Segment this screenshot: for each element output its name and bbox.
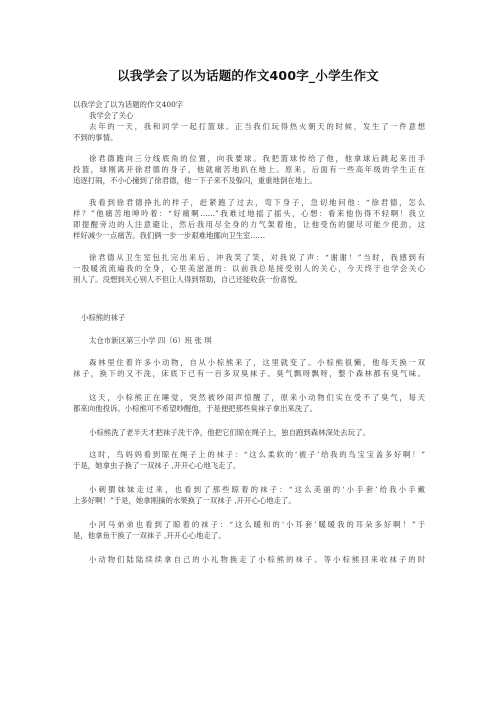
paragraph-line: 即提醒旁边的人注意避让，然后我用尽全身的力气架着他，让他受伤的腿尽可能少使劲，这 xyxy=(73,220,425,229)
paragraph-line: 小动物们陆陆续续拿自己的小礼物换走了小棕熊的袜子。等小棕熊回来收袜子的时 xyxy=(89,555,425,564)
paragraph-line: 去年的一天，我和同学一起打篮球。正当我们玩得热火朝天的时候，发生了一件意想 xyxy=(89,122,425,131)
paragraph-line: 样？”他痛苦地呻吟着：“好痛啊……”我难过地摇了摇头，心想：看来他伤得不轻啊！我立 xyxy=(73,209,425,218)
paragraph-line: 追逐打闹，不小心撞到了徐君德，他一下子来不及躲闪，重重地倒在地上。 xyxy=(73,176,317,185)
paragraph-line: 别人了。没想到关心别人不但让人得到帮助，自己还能收获一份喜悦。 xyxy=(73,275,303,284)
paragraph-line: 样好减少一点痛苦。我们俩一步一步艰难地挪向卫生室…… xyxy=(73,231,266,240)
paragraph-line: 徐君德从卫生室包扎完出来后，冲我笑了笑，对我说了声：“谢谢！”当时，我感到有 xyxy=(89,253,425,262)
paragraph-line: 是，他拿鱼干换了一双袜子 ,开开心心地走了。 xyxy=(73,531,226,540)
paragraph-line: 袜子，换下的又不洗，床底下已有一百多双臭袜子。臭气飘呀飘呀，整个森林都有臭气味。 xyxy=(73,369,425,378)
story-heading: 小棕熊的袜子 xyxy=(81,313,126,322)
paragraph-line: 小棕熊洗了老半天才把袜子洗干净，他把它们晾在绳子上，独自跑到森林深处去玩了。 xyxy=(89,428,370,437)
paragraph-line: 我看到徐君德挣扎的样子，赶紧跑了过去，弯下身子，急切地问他：“徐君德，怎么 xyxy=(89,198,425,207)
paragraph-line: 森林里住着许多小动物，自从小棕熊来了，这里就变了。小棕熊很懒，他每天换一双 xyxy=(89,358,425,367)
subject-line: 以我学会了以为话题的作文400字 xyxy=(73,100,184,109)
paragraph-line: 都来向他投诉。小棕熊可不希望吵醒他，于是便把那些臭袜子拿出来洗了。 xyxy=(73,404,317,413)
paragraph-line: 于是，她拿虫子换了一双袜子 ,开开心心地飞走了。 xyxy=(73,461,241,470)
author-line: 太仓市新区第三小学 四（6）班 张 琪 xyxy=(89,336,212,345)
paragraph-line: 小河马弟弟也看到了晾着的袜子：“这么暖和的‘小耳套’暖暖我的耳朵多好啊！”于 xyxy=(89,520,425,529)
paragraph-line: 这时，鸟妈妈看到晾在绳子上的袜子：“这么柔软的‘被子’给我的鸟宝宝盖多好啊！” xyxy=(89,450,425,459)
paragraph-line: 不到的事情。 xyxy=(73,133,118,142)
paragraph-line: 这天，小棕熊正在睡觉，突然被吵闹声惊醒了，原来小动物们实在受不了臭气，每天 xyxy=(89,393,425,402)
paragraph-line: 徐君德跑向三分线底角的位置，向我要球。我把篮球传给了他，他拿球后跳起来出手 xyxy=(89,154,425,163)
paragraph-line: 上多好啊！”于是，她拿刚摘的水果换了一双袜子 ,开开心心地走了。 xyxy=(73,496,296,505)
paragraph-line: 投篮，球刚离开徐君德的身子，他就痛苦地趴在地上。原来，后面有一些高年级的学生正在 xyxy=(73,165,425,174)
paragraph-line: 小刺猬妹妹走过来，也看到了那些晾着的袜子：“这么美丽的‘小手套’给我小手戴 xyxy=(89,485,425,494)
document-title: 以我学会了以为话题的作文400字_小学生作文 xyxy=(117,68,379,83)
paragraph-line: 一股暖流流遍我的全身，心里美滋滋的：以前我总是接受别人的关心，今天终于也学会关心 xyxy=(73,264,425,273)
essay-heading: 我学会了关心 xyxy=(89,111,134,120)
